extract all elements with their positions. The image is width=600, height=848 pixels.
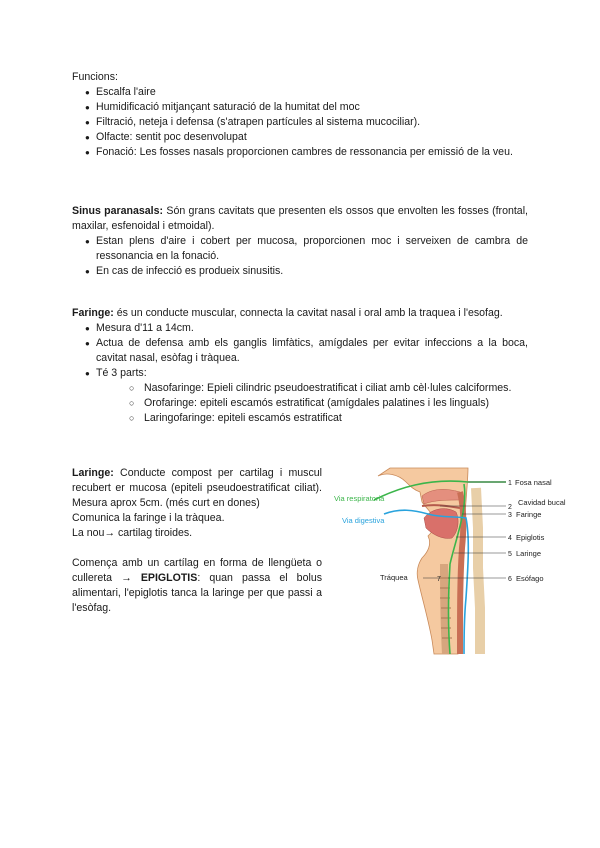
functions-section bbox=[72, 70, 528, 160]
list-item: ● Té 3 parts: bbox=[72, 366, 528, 381]
list-item: ● Humidificació mitjançant saturació de la humitat del moc bbox=[72, 100, 528, 115]
pharynx-list bbox=[72, 321, 528, 381]
pharynx-parts-list bbox=[72, 381, 528, 426]
label-text: Laringe bbox=[516, 549, 542, 558]
label-number: 7 bbox=[437, 576, 441, 583]
tongue bbox=[424, 509, 458, 539]
list-item: ● Fonació: Les fosses nasals proporcionen cambres de ressonancia per emissió de la veu. bbox=[72, 145, 528, 160]
label-text: Esófago bbox=[516, 574, 544, 583]
larynx-line: La nou→ cartilag tiroides. bbox=[72, 527, 193, 539]
label-text: Cavidad bucal bbox=[518, 498, 566, 507]
pharynx-text: és un conducte muscular, connecta la cavitat nasal i oral amb la traquea i l'esofag. bbox=[113, 307, 503, 319]
list-item: ○ Orofaringe: epiteli escamós estratificat (amígdales palatines i les linguals) bbox=[72, 396, 528, 411]
label-number: 1 bbox=[508, 480, 512, 487]
pharynx-title: Faringe: bbox=[72, 307, 114, 319]
label-number: 3 bbox=[508, 512, 512, 519]
via-respiratoria-label: Via respiratoria bbox=[334, 494, 385, 503]
epiglottis-term: EPIGLOTIS bbox=[140, 572, 198, 584]
label-number: 4 bbox=[508, 535, 512, 542]
sinus-paragraph bbox=[72, 204, 528, 234]
functions-list bbox=[72, 85, 528, 160]
sinus-title: Sinus paranasals: bbox=[72, 205, 164, 217]
sinus-text: Són grans cavitats que presenten els ossos que envolten les fosses (frontal, maxilar, esfenoidal i etmoidal). bbox=[72, 205, 528, 232]
larynx-title: Laringe: bbox=[72, 467, 114, 479]
list-item: ● Olfacte: sentit poc desenvolupat bbox=[72, 130, 528, 145]
epiglottis-paragraph bbox=[72, 556, 322, 616]
functions-heading: Funcions: bbox=[72, 71, 118, 83]
larynx-section bbox=[72, 466, 322, 616]
larynx-text: Conducte compost per cartilag i muscul recubert er mucosa (epiteli pseudoestratificat ciliat). Mesura aprox 5cm. (més curt en dones) bbox=[72, 467, 322, 509]
larynx-line: Comunica la faringe i la tràquea. bbox=[72, 512, 225, 524]
label-text: Fosa nasal bbox=[515, 478, 552, 487]
larynx-paragraph bbox=[72, 466, 322, 511]
pharynx-section bbox=[72, 306, 528, 426]
label-number: 6 bbox=[508, 576, 512, 583]
spine bbox=[476, 488, 480, 654]
traquea-label: Tráquea bbox=[380, 573, 408, 582]
label-text: Epiglotis bbox=[516, 533, 545, 542]
list-item: ● En cas de infecció es produeix sinusitis. bbox=[72, 264, 528, 279]
sinus-section bbox=[72, 204, 528, 279]
label-number: 2 bbox=[508, 504, 512, 511]
sinus-list bbox=[72, 234, 528, 279]
pharynx-paragraph bbox=[72, 306, 528, 321]
via-digestiva-label: Via digestiva bbox=[342, 516, 385, 525]
list-item: ○ Laringofaringe: epiteli escamós estratificat bbox=[72, 411, 528, 426]
list-item: ● Actua de defensa amb els ganglis limfàtics, amígdales per evitar infeccions a la boca, cavitat nasal, esòfag i tràquea. bbox=[72, 336, 528, 366]
epiglottis-text-after: : quan passa el bolus alimentari, l'epiglotis tanca la laringe per que passi a l'esòfag. bbox=[72, 572, 323, 614]
label-text: Faringe bbox=[516, 510, 542, 519]
list-item: ○ Nasofaringe: Epieli cilindric pseudoestratificat i ciliat amb cèl·lules calciformes. bbox=[72, 381, 528, 396]
head-neck-diagram bbox=[328, 468, 566, 658]
list-item: ● Estan plens d'aire i cobert per mucosa, proporcionen moc i serveixen de cambra de ressonancia en la fonació. bbox=[72, 234, 528, 264]
list-item: ● Filtració, neteja i defensa (s'atrapen partícules al sistema mucociliar). bbox=[72, 115, 528, 130]
list-item: ● Mesura d'11 a 14cm. bbox=[72, 321, 528, 336]
list-item: ● Escalfa l'aire bbox=[72, 85, 528, 100]
label-number: 5 bbox=[508, 551, 512, 558]
epiglottis-text-before: Comença amb un cartílag en forma de llengüeta o cullereta → bbox=[72, 557, 322, 584]
